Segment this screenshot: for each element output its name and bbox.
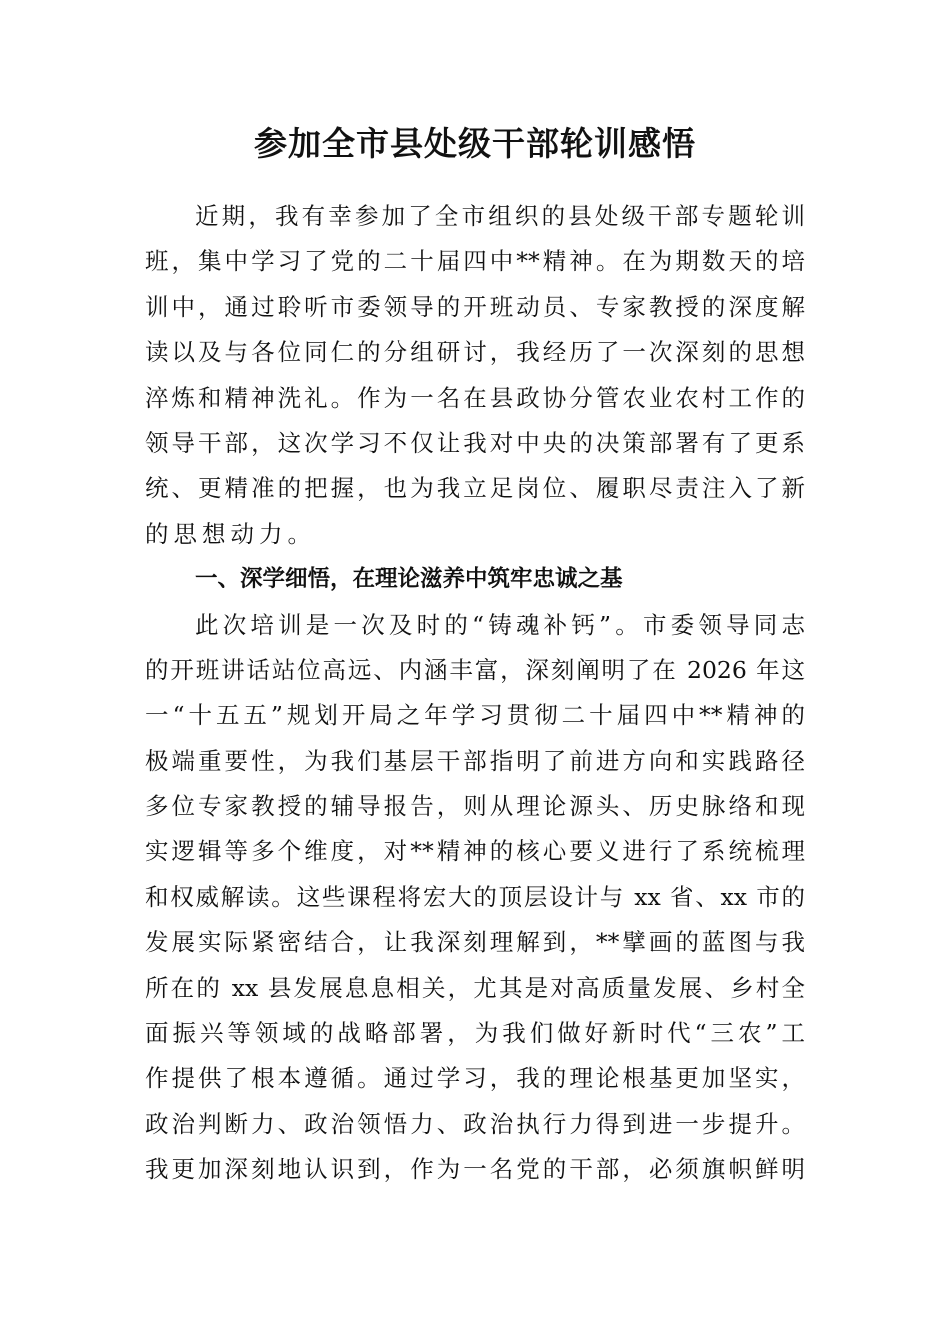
text-line: 读以及与各位同仁的分组研讨，我经历了一次深刻的思想 [145, 338, 805, 367]
text-line: 领导干部，这次学习不仅让我对中央的决策部署有了更系 [145, 428, 805, 457]
text-line: 实逻辑等多个维度，对**精神的核心要义进行了系统梳理 [145, 837, 805, 866]
text-line: 一“十五五”规划开局之年学习贯彻二十届四中**精神的 [145, 701, 805, 730]
text-line: 班，集中学习了党的二十届四中**精神。在为期数天的培 [145, 247, 805, 276]
text-line: 政治判断力、政治领悟力、政治执行力得到进一步提升。 [145, 1109, 805, 1138]
text-line: 训中，通过聆听市委领导的开班动员、专家教授的深度解 [145, 292, 805, 321]
text-line: 近期，我有幸参加了全市组织的县处级干部专题轮训 [195, 202, 805, 230]
text-line: 作提供了根本遵循。通过学习，我的理论根基更加坚实， [145, 1064, 805, 1093]
paragraph-intro [145, 194, 805, 557]
section-heading: 一、深学细悟，在理论滋养中筑牢忠诚之基 [195, 566, 623, 593]
text-line: 多位专家教授的辅导报告，则从理论源头、历史脉络和现 [145, 792, 805, 821]
text-line: 极端重要性，为我们基层干部指明了前进方向和实践路径 [145, 746, 805, 775]
document-title: 参加全市县处级干部轮训感悟 [254, 124, 696, 163]
paragraph-section-one [145, 603, 805, 1193]
text-line: 的开班讲话站位高远、内涵丰富，深刻阐明了在 2026 年这 [145, 655, 805, 684]
text-line: 淬炼和精神洗礼。作为一名在县政协分管农业农村工作的 [145, 383, 805, 412]
text-line: 统、更精准的把握，也为我立足岗位、履职尽责注入了新 [145, 474, 805, 503]
text-line: 面振兴等领域的战略部署，为我们做好新时代“三农”工 [145, 1019, 805, 1048]
document-body [145, 194, 805, 1193]
text-line: 和权威解读。这些课程将宏大的顶层设计与 xx 省、xx 市的 [145, 882, 805, 911]
text-line: 此次培训是一次及时的“铸魂补钙”。市委领导同志 [195, 610, 805, 639]
text-line: 的思想动力。 [145, 519, 316, 548]
text-line: 所在的 xx 县发展息息相关，尤其是对高质量发展、乡村全 [145, 973, 805, 1002]
text-line: 发展实际紧密结合，让我深刻理解到，**擘画的蓝图与我 [145, 928, 805, 957]
text-line: 我更加深刻地认识到，作为一名党的干部，必须旗帜鲜明 [145, 1155, 805, 1184]
